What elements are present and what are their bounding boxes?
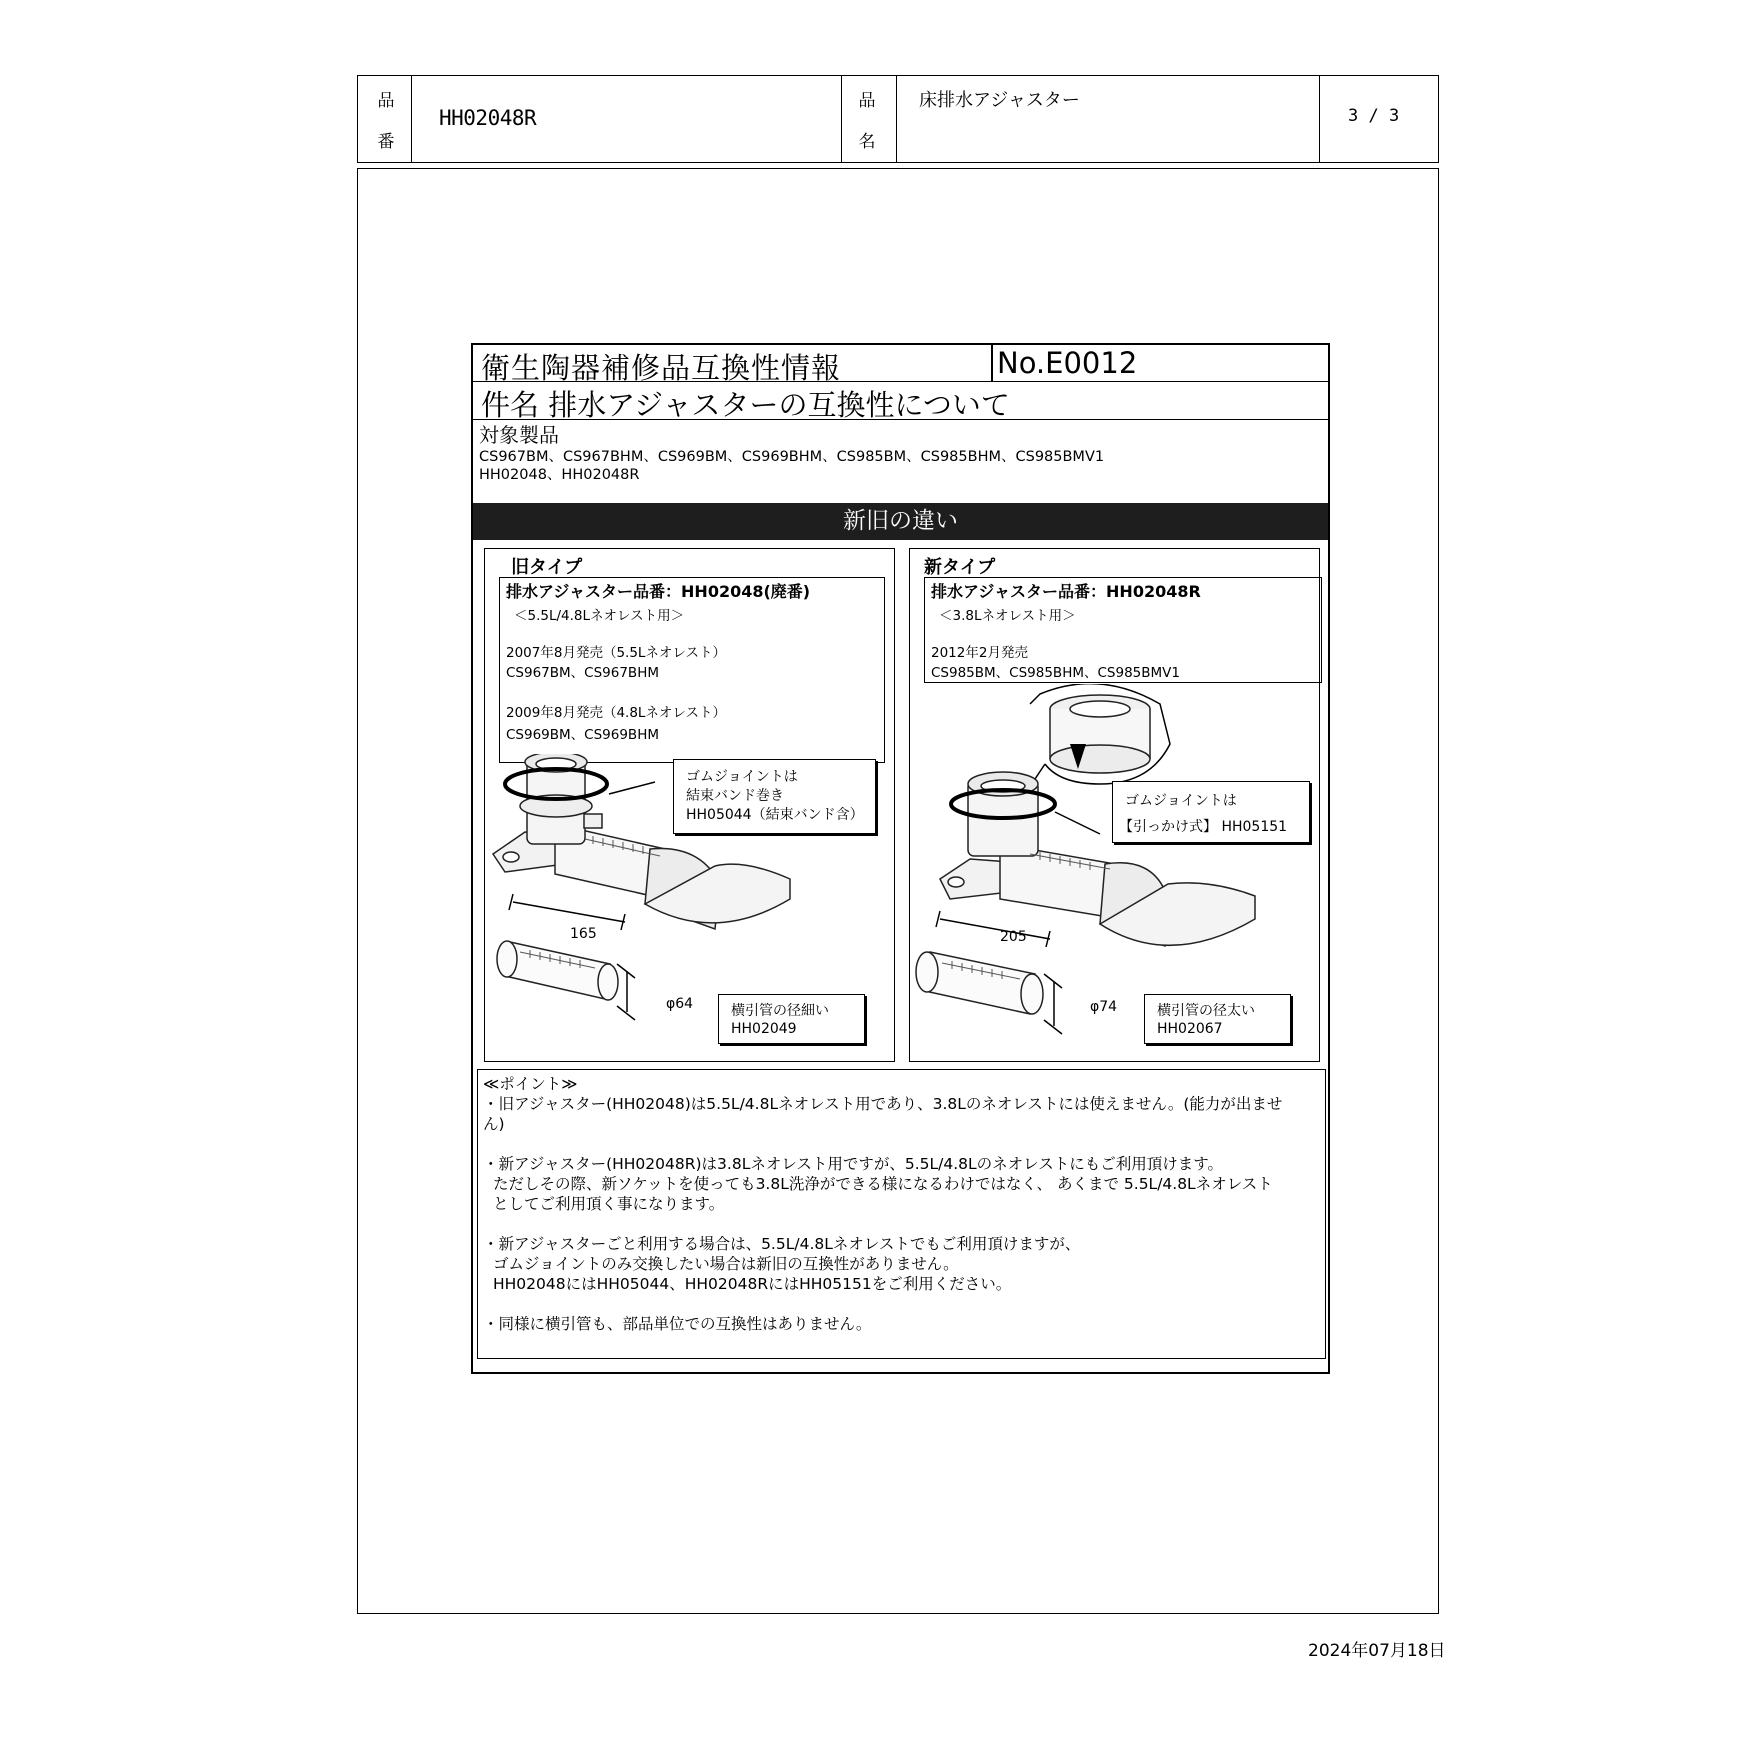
point4: ・同様に横引管も、部品単位での互換性はありません。: [483, 1315, 872, 1333]
old-type-info-box: [499, 577, 885, 763]
old-box-sub: ＜5.5L/4.8Lネオレスト用＞: [514, 608, 685, 624]
subject-row: [473, 382, 1328, 420]
compatibility-document: [471, 343, 1330, 1374]
old-pipe-line2: HH02049: [731, 1021, 797, 1037]
old-pipe-line1: 横引管の径細い: [731, 1003, 829, 1019]
new-callout-line2: 【引っかけ式】 HH05151: [1119, 819, 1288, 835]
point3-line2: ゴムジョイントのみ交換したい場合は新旧の互換性がありません。: [493, 1255, 959, 1273]
new-type-title: 新タイプ: [924, 557, 996, 578]
product-name-label-bottom: 名: [858, 132, 876, 152]
new-models: CS985BM、CS985BHM、CS985BMV1: [931, 665, 1180, 681]
point2-line2: ただしその際、新ソケットを使っても3.8L洗浄ができる様になるわけではなく、 あくまで 5.5L/4.8Lネオレスト: [493, 1175, 1273, 1193]
old-box-title: 排水アジャスター品番：HH02048(廃番): [506, 582, 811, 601]
title-row: [473, 345, 1328, 385]
point1-line1: ・旧アジャスター(HH02048)は5.5L/4.8Lネオレスト用であり、3.8Lのネオレストには使えません。(能力が出ませ: [483, 1095, 1283, 1113]
new-box-title: 排水アジャスター品番：HH02048R: [931, 582, 1201, 601]
target-products-line2: HH02048、HH02048R: [479, 467, 640, 483]
new-callout-line1: ゴムジョイントは: [1125, 793, 1237, 809]
new-rubber-joint-callout: [1112, 781, 1310, 843]
product-name-label-top: 品: [858, 91, 876, 111]
part-number-label-top: 品: [377, 91, 395, 111]
new-length-dimension: 205: [1000, 929, 1027, 945]
new-box-sub: ＜3.8Lネオレスト用＞: [939, 608, 1076, 624]
point2-line3: としてご利用頂く事になります。: [493, 1195, 725, 1213]
points-heading: ≪ポイント≫: [483, 1075, 578, 1093]
point3-line3: HH02048にはHH05044、HH02048RにはHH05151をご利用ください。: [493, 1275, 1012, 1293]
new-pipe-line2: HH02067: [1157, 1021, 1223, 1037]
new-diameter-dimension: φ74: [1090, 999, 1118, 1015]
new-type-panel: [909, 548, 1320, 1062]
product-name: 床排水アジャスター: [919, 90, 1080, 111]
old-length-dimension: 165: [570, 926, 597, 942]
part-number: HH02048R: [439, 106, 537, 130]
document-title: 衛生陶器補修品互換性情報: [481, 351, 842, 385]
old-type-title: 旧タイプ: [511, 557, 583, 578]
document-number: No.E0012: [997, 346, 1138, 380]
difference-banner: 新旧の違い: [473, 503, 1328, 540]
old-callout-line3: HH05044（結束バンド含）: [686, 807, 864, 823]
issue-date: 2024年07月18日: [1308, 1641, 1446, 1661]
new-pipe-line1: 横引管の径太い: [1157, 1003, 1255, 1019]
old-callout-line1: ゴムジョイントは: [686, 769, 798, 785]
target-products-heading: 対象製品: [479, 423, 559, 447]
points-box: [477, 1069, 1326, 1359]
point1-line2: ん): [483, 1115, 505, 1133]
header-table: [357, 75, 1439, 163]
new-release: 2012年2月発売: [931, 645, 1028, 661]
old-models2: CS969BM、CS969BHM: [506, 727, 659, 743]
point3-line1: ・新アジャスターごと利用する場合は、5.5L/4.8Lネオレストでもご利用頂けますが、: [483, 1235, 1081, 1253]
old-release2: 2009年8月発売（4.8Lネオレスト）: [506, 705, 727, 721]
part-number-label-bottom: 番: [377, 132, 395, 152]
old-diameter-dimension: φ64: [666, 996, 694, 1012]
new-pipe-callout: [1144, 994, 1291, 1044]
old-callout-line2: 結束バンド巻き: [686, 788, 784, 804]
old-rubber-joint-callout: [673, 759, 876, 834]
target-products-line1: CS967BM、CS967BHM、CS969BM、CS969BHM、CS985BM、CS985BHM、CS985BMV1: [479, 449, 1105, 465]
old-models1: CS967BM、CS967BHM: [506, 665, 659, 681]
document-subject: 件名 排水アジャスターの互換性について: [481, 388, 1010, 422]
new-type-info-box: [924, 577, 1322, 683]
old-type-panel: [484, 548, 895, 1062]
old-release1: 2007年8月発売（5.5Lネオレスト）: [506, 645, 727, 661]
point2-line1: ・新アジャスター(HH02048R)は3.8Lネオレスト用ですが、5.5L/4.8Lのネオレストにもご利用頂けます。: [483, 1155, 1223, 1173]
old-pipe-callout: [718, 994, 865, 1044]
page-indicator: 3 / 3: [1348, 106, 1400, 126]
